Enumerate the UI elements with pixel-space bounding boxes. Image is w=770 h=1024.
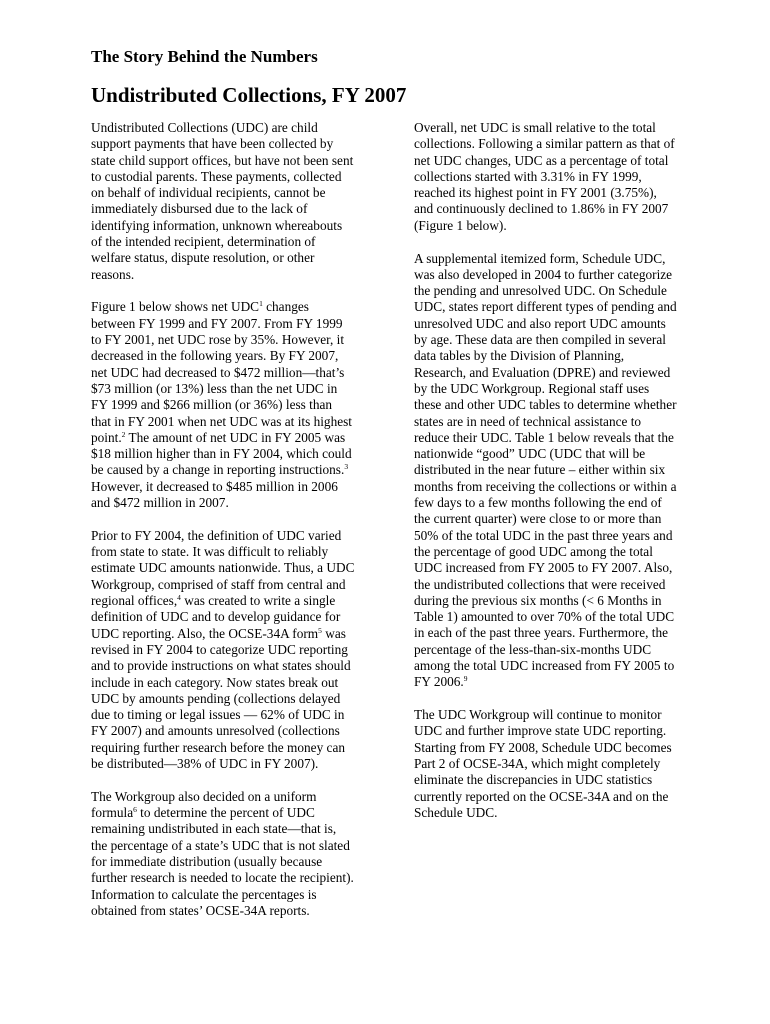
text-line: and continuously declined to 1.86% in FY 2007 <box>414 201 669 217</box>
text-line: support payments that have been collected by <box>91 136 334 152</box>
text-line: during the previous six months (< 6 Months in <box>414 592 662 608</box>
text-line: of the intended recipient, determination of <box>91 234 316 250</box>
text-line: Workgroup, comprised of staff from central and <box>91 576 346 592</box>
text-line: UDC reporting. Also, the OCSE-34A form$^5$ was <box>91 625 346 641</box>
footnote-marker: 1 <box>259 299 263 309</box>
text-line: UDC and further improve state UDC reporting. <box>414 723 667 739</box>
text-line: these and other UDC tables to determine whether <box>414 397 677 413</box>
text-line: definition of UDC and to develop guidance for <box>91 609 341 625</box>
text-line: Undistributed Collections (UDC) are child <box>91 120 318 135</box>
text-line: revised in FY 2004 to categorize UDC reporting <box>91 641 348 657</box>
footnote-marker: 4 <box>177 593 181 603</box>
text-line: The UDC Workgroup will continue to monitor <box>414 707 662 723</box>
text-line: Part 2 of OCSE-34A, which might completely <box>414 755 661 771</box>
text-line: between FY 1999 and FY 2007. From FY 1999 <box>91 315 343 331</box>
text-line: Figure 1 below shows net UDC$^1$ changes <box>91 299 309 315</box>
text-line: decreased in the following years. By FY 2007, <box>91 348 339 364</box>
text-line: the pending and unresolved UDC. On Schedule <box>414 283 667 299</box>
text-line: net UDC had decreased to $472 million—that’s <box>91 364 345 380</box>
text-line: point.$^2$ The amount of net UDC in FY 2005 was <box>91 429 346 445</box>
text-line: for immediate distribution (usually because <box>91 853 323 869</box>
text-line: by the UDC Workgroup. Regional staff uses <box>414 380 650 396</box>
text-line: requiring further research before the money can <box>91 739 345 755</box>
text-line: from state to state. It was difficult to reliably <box>91 544 329 560</box>
text-line: collections. Following a similar pattern as that of <box>414 136 675 152</box>
text-line: FY 1999 and $266 million (or 36%) less than <box>91 397 333 413</box>
text-line: few days to a few months following the end of <box>414 495 662 511</box>
text-line: be caused by a change in reporting instructions.$^3$ <box>91 462 349 478</box>
text-line: percentage of the less-than-six-months UDC <box>414 641 652 657</box>
paragraph <box>91 528 391 772</box>
text-line: the percentage of a state’s UDC that is not slated <box>91 837 350 853</box>
text-line: include in each category. Now states break out <box>91 674 339 690</box>
text-line: and to provide instructions on what states should <box>91 658 351 674</box>
text-line: UDC, states report different types of pending and <box>414 299 677 315</box>
text-line: states are in need of technical assistance to <box>414 413 642 429</box>
text-line: Prior to FY 2004, the definition of UDC varied <box>91 527 342 543</box>
text-line: However, it decreased to $485 million in 2006 <box>91 478 338 494</box>
text-line: and $472 million in 2007. <box>91 495 229 511</box>
paragraph <box>414 251 709 691</box>
text-line: Overall, net UDC is small relative to the total <box>414 120 656 135</box>
text-line: FY 2006.$^9$ <box>414 674 468 690</box>
paragraph <box>414 120 709 234</box>
section-title: The Story Behind the Numbers <box>91 47 318 66</box>
right-column <box>414 120 709 838</box>
text-line: be distributed—38% of UDC in FY 2007). <box>91 755 319 771</box>
text-line: net UDC changes, UDC as a percentage of total <box>414 152 669 168</box>
text-line: (Figure 1 below). <box>414 217 507 233</box>
text-line: FY 2007) and amounts unresolved (collections <box>91 723 340 739</box>
text-line: formula$^6$ to determine the percent of UDC <box>91 805 315 821</box>
footnote-marker: 2 <box>121 429 126 439</box>
text-line: the current quarter) were close to or more than <box>414 511 662 527</box>
text-line: by age. These data are then compiled in several <box>414 332 666 348</box>
text-line: immediately disbursed due to the lack of <box>91 201 308 217</box>
paragraph <box>414 707 709 821</box>
text-line: Table 1) amounted to over 70% of the total UDC <box>414 609 675 625</box>
text-line: unresolved UDC and also report UDC amounts <box>414 315 666 331</box>
left-column <box>91 120 391 936</box>
text-line: to FY 2001, net UDC rose by 35%. However, it <box>91 332 345 348</box>
text-line: eliminate the discrepancies in UDC statistics <box>414 772 653 788</box>
text-line: 50% of the total UDC in the past three years and <box>414 527 673 543</box>
footnote-marker: 3 <box>344 462 349 472</box>
text-line: was also developed in 2004 to further categorize <box>414 266 673 282</box>
text-line: on behalf of individual recipients, cannot be <box>91 185 326 201</box>
text-line: A supplemental itemized form, Schedule UDC, <box>414 250 666 266</box>
text-line: UDC by amounts pending (collections delayed <box>91 690 341 706</box>
text-line: state child support offices, but have not been sent <box>91 152 354 168</box>
text-line: regional offices,$^4$ was created to write a single <box>91 593 336 609</box>
text-line: the undistributed collections that were received <box>414 576 666 592</box>
text-line: reasons. <box>91 266 135 282</box>
text-line: data tables by the Division of Planning, <box>414 348 625 364</box>
text-line: reached its highest point in FY 2001 (3.75%), <box>414 185 657 201</box>
text-line: that in FY 2001 when net UDC was at its highest <box>91 413 352 429</box>
footnote-marker: 9 <box>463 674 468 684</box>
document-title: Undistributed Collections, FY 2007 <box>91 83 407 107</box>
text-line: Research, and Evaluation (DPRE) and reviewed <box>414 364 671 380</box>
text-line: collections started with 3.31% in FY 1999, <box>414 168 642 184</box>
text-line: further research is needed to locate the recipient). <box>91 870 354 886</box>
text-line: Schedule UDC. <box>414 804 498 820</box>
footnote-marker: 5 <box>318 625 322 635</box>
text-line: obtained from states’ OCSE-34A reports. <box>91 902 310 918</box>
text-line: remaining undistributed in each state—that is, <box>91 821 337 837</box>
paragraph <box>91 120 391 283</box>
text-line: currently reported on the OCSE-34A and on the <box>414 788 669 804</box>
text-line: nationwide “good” UDC (UDC that will be <box>414 446 646 462</box>
text-line: reduce their UDC. Table 1 below reveals that the <box>414 429 674 445</box>
text-line: The Workgroup also decided on a uniform <box>91 788 317 804</box>
paragraph <box>91 789 391 919</box>
text-line: among the total UDC increased from FY 2005 to <box>414 658 675 673</box>
text-line: Information to calculate the percentages is <box>91 886 317 902</box>
text-line: $73 million (or 13%) less than the net UDC in <box>91 380 338 396</box>
text-line: $18 million higher than in FY 2004, which could <box>91 446 352 462</box>
text-line: the percentage of good UDC among the total <box>414 543 653 559</box>
text-line: UDC increased from FY 2005 to FY 2007. Also, <box>414 560 673 576</box>
text-line: in each of the past three years. Furthermore, the <box>414 625 669 641</box>
paragraph <box>91 299 391 511</box>
text-line: welfare status, dispute resolution, or other <box>91 250 315 266</box>
footnote-marker: 6 <box>133 805 137 815</box>
text-line: months from receiving the collections or within a <box>414 478 677 494</box>
text-line: Starting from FY 2008, Schedule UDC becomes <box>414 739 672 755</box>
text-line: due to timing or legal issues — 62% of UDC in <box>91 707 345 723</box>
text-line: estimate UDC amounts nationwide. Thus, a UDC <box>91 560 355 576</box>
text-line: to custodial parents. These payments, collected <box>91 168 342 184</box>
text-line: identifying information, unknown whereabouts <box>91 217 343 233</box>
text-line: distributed in the near future – either within six <box>414 462 666 478</box>
